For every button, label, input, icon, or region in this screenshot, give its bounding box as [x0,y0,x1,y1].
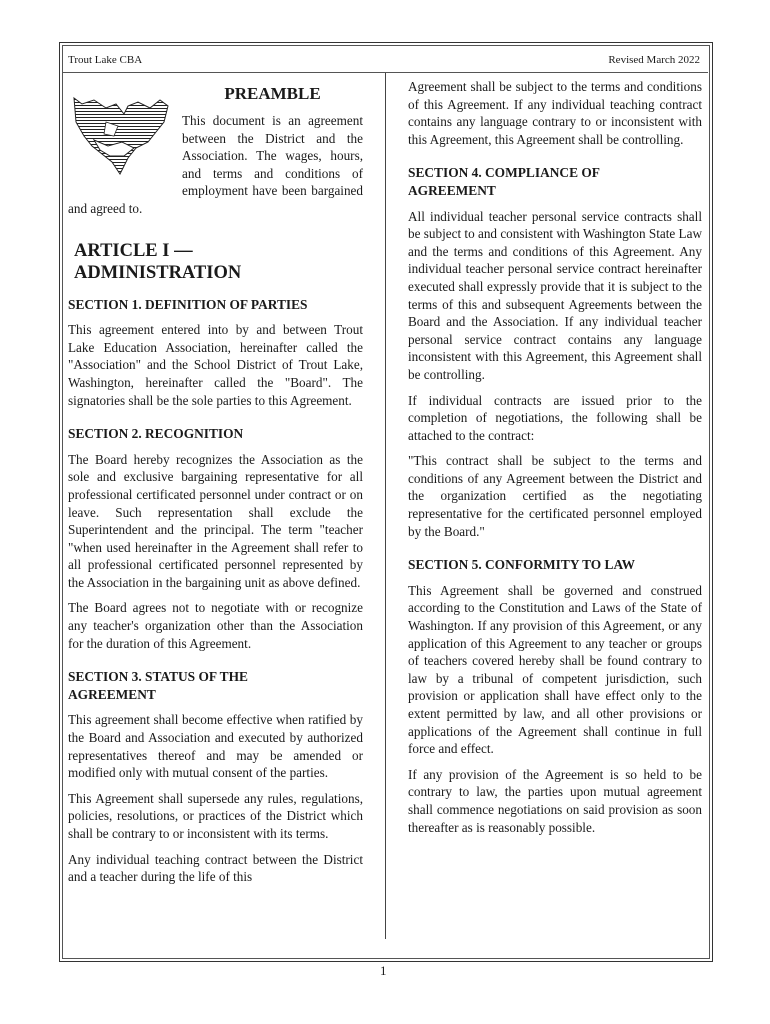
section-3-title: SECTION 3. STATUS OF THE AGREEMENT [68,669,248,702]
section-5-paragraph-1: This Agreement shall be governed and construed according to the Constitution and Laws of the State of Washington. If any provision of this Agreement, or any application of this Agreement to any teacher or groups of teachers covered hereby shall be found contrary to law by a tribunal of competent jurisdiction, such provision or application shall have effect only to the extent permitted by law, and all other provisions or applications of the Agreement shall continue in full force and effect. [408,582,702,757]
section-4-title: SECTION 4. COMPLIANCE OF AGREEMENT [408,165,600,198]
section-3-paragraph-1: This agreement shall become effective when ratified by the Board and Association and executed by authorized representatives thereof and may be amended or modified only with mutual consent of the parties. [68,712,363,781]
section-1-title: SECTION 1. DEFINITION OF PARTIES [68,296,308,312]
section-4-paragraph-1: All individual teacher personal service contracts shall be subject to and consistent with Washington State Law and the terms and conditions of this Agreement. Any individual teacher personal service contract hereinafter executed shall expressly provide that it is subject to the terms of this and subsequent Agreements between the Board and the Association. If any individual teacher personal service contract contains any language inconsistent with this Agreement, this Agreement shall be controlling. [408,208,702,382]
section-2-paragraph-2: The Board agrees not to negotiate with or recognize any teacher's organization other than the Association for the duration of this Agreement. [68,600,363,651]
section-3-paragraph-2: This Agreement shall supersede any rules, regulations, policies, resolutions, or practices of the District which shall be contrary to or inconsistent with its terms. [68,790,363,841]
district-logo-icon [64,92,176,184]
section-3-paragraph-3-continued: Agreement shall be subject to the terms and conditions of this Agreement. If any individual teaching contract contains any language contrary to or inconsistent with this Agreement, this Agreement shall be controlling. [408,79,702,147]
section-2-title: SECTION 2. RECOGNITION [68,426,244,442]
section-5-paragraph-2: If any provision of the Agreement is so held to be contrary to law, the parties upon mutual agreement shall commence negotiations on said provision as soon thereafter as is reasonably possible. [408,766,702,835]
section-5-title: SECTION 5. CONFORMITY TO LAW [408,557,636,573]
preamble-text: This document is an agreement between the District and the Association. The wages, hours, and terms and conditions of employment have been bargained and agreed to. [68,113,363,216]
right-column [408,78,702,844]
left-column [68,78,363,894]
section-2-paragraph-1: The Board hereby recognizes the Association as the sole and exclusive bargaining representative for all professional certificated personnel under contract or on leave. Such representation shall exclude the Superintendent and the principal. The term "teacher "when used hereinafter in the Agreement shall refer to all professional certificated personnel represented by the Association in the bargaining unit as above defined. [68,451,363,590]
running-header-right: Revised March 2022 [608,54,700,66]
preamble [68,84,363,226]
preamble-title: PREAMBLE [224,84,321,103]
section-4-paragraph-3: "This contract shall be subject to the terms and conditions of any Agreement between the District and the organization certified as the negotiating representative for the certificated personnel employed by the Board." [408,453,702,539]
page-number: 1 [380,963,387,978]
article-title: ARTICLE I — ADMINISTRATION [74,240,242,283]
running-header-left: Trout Lake CBA [68,54,143,66]
column-divider [385,73,386,939]
section-3-paragraph-3: Any individual teaching contract between the District and a teacher during the life of this [68,851,363,885]
section-1-paragraph-1: This agreement entered into by and between Trout Lake Education Association, hereinafter called the "Association" and the School District of Trout Lake, Washington, hereinafter called the "Board". The signatories shall be the sole parties to this Agreement. [68,322,363,408]
section-4-paragraph-2: If individual contracts are issued prior to the completion of negotiations, the following shall be attached to the contract: [408,392,702,443]
